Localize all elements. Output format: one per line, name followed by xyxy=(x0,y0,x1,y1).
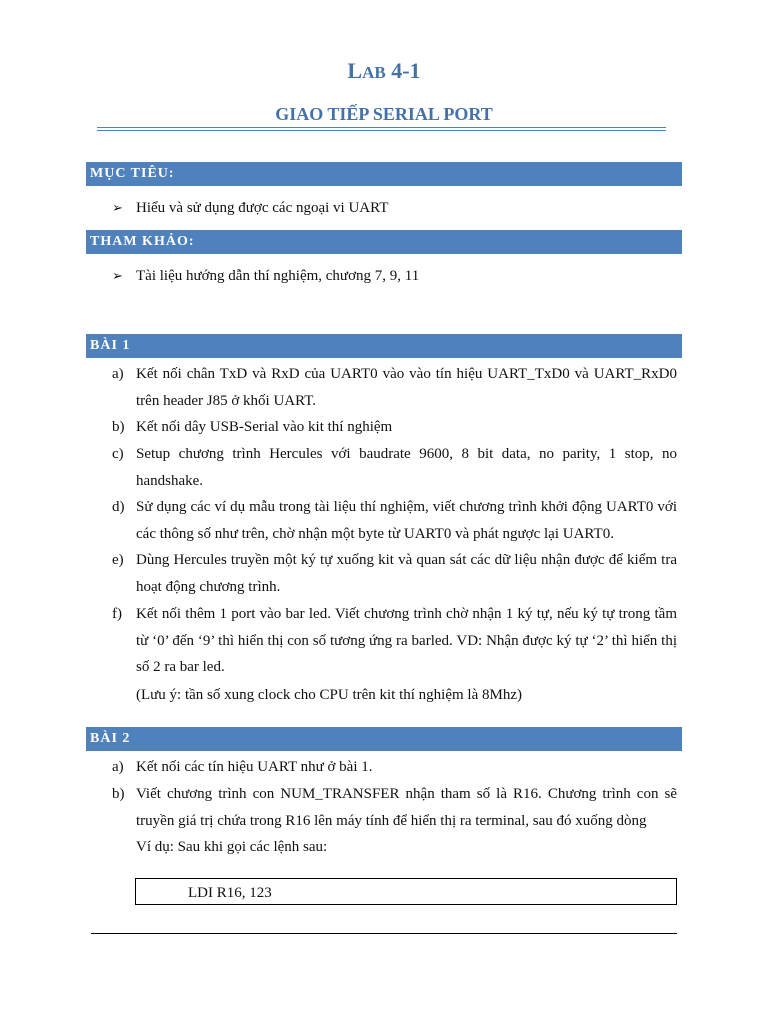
note-text: (Lưu ý: tần số xung clock cho CPU trên kit thí nghiệm là 8Mhz) xyxy=(136,687,522,703)
code-line: LDI R16, 123 xyxy=(188,885,272,901)
code-box xyxy=(135,878,677,905)
arrow-bullet-icon: ➢ xyxy=(112,268,123,283)
section-heading-bai2: BÀI 2 xyxy=(86,727,682,751)
list-item: f) Kết nối thêm 1 port vào bar led. Viết chương trình chờ nhận 1 ký tự, nếu ký tự trong tầm từ ‘0’ đến ‘9’ thì hiển thị con số tương ứng ra barled. VD: Nhận được ký tự ‘2’ thì hiển thị số 2 ra bar led. xyxy=(112,606,677,675)
section-heading-reference: THAM KHẢO: xyxy=(86,230,682,254)
title-divider xyxy=(97,127,666,131)
list-item: d) Sử dụng các ví dụ mẫu trong tài liệu thí nghiệm, viết chương trình khởi động UART0 với các thông số như trên, chờ nhận một byte từ UART0 và phát ngược lại UART0. xyxy=(112,499,677,542)
list-item: ➢ Tài liệu hướng dẫn thí nghiệm, chương 7, 9, 11 xyxy=(112,268,420,284)
section-heading-bai1: BÀI 1 xyxy=(86,334,682,358)
list-item: a) Kết nối các tín hiệu UART như ở bài 1. xyxy=(112,759,373,775)
example-label: Ví dụ: Sau khi gọi các lệnh sau: xyxy=(136,839,328,855)
list-item: e) Dùng Hercules truyền một ký tự xuống kit và quan sát các dữ liệu nhận được để kiểm tra hoạt động chương trình. xyxy=(112,552,677,595)
page-title: LAB 4-1 xyxy=(347,58,421,83)
list-item: a) Kết nối chân TxD và RxD của UART0 vào vào tín hiệu UART_TxD0 và UART_RxD0 trên header J85 ở khối UART. xyxy=(112,366,677,409)
list-item: b) Viết chương trình con NUM_TRANSFER nhận tham số là R16. Chương trình con sẽ truyền giá trị chứa trong R16 lên máy tính để hiển thị ra terminal, sau đó xuống dòng xyxy=(112,786,677,829)
list-item: c) Setup chương trình Hercules với baudrate 9600, 8 bit data, no parity, 1 stop, no handshake. xyxy=(112,446,677,489)
arrow-bullet-icon: ➢ xyxy=(112,200,123,215)
footer-divider xyxy=(91,933,677,934)
list-item: ➢ Hiểu và sử dụng được các ngoại vi UART xyxy=(112,200,389,216)
section-heading-objective: MỤC TIÊU: xyxy=(86,162,682,186)
list-item: b) Kết nối dây USB-Serial vào kit thí nghiệm xyxy=(112,419,393,435)
page-subtitle: GIAO TIẾP SERIAL PORT xyxy=(275,104,493,124)
